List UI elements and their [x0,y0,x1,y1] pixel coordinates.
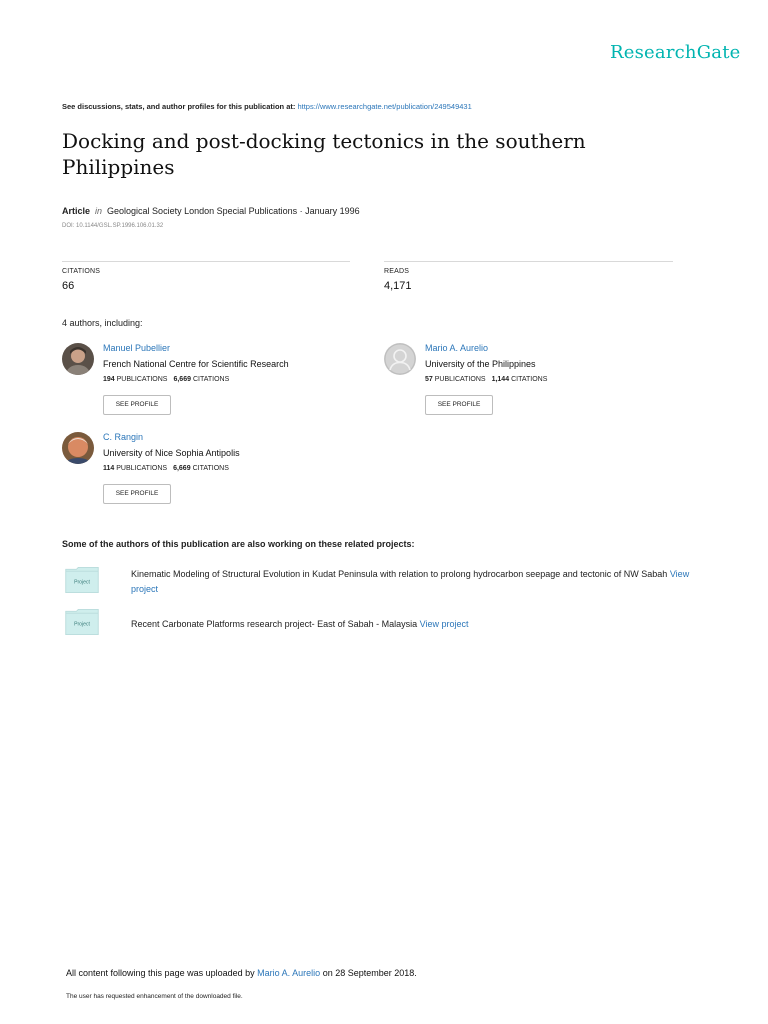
see-discussions-line [62,102,472,111]
view-project-link[interactable]: View project [419,619,469,629]
publication-count: 57 [425,376,433,383]
avatar[interactable] [62,432,94,464]
project-title: Kinematic Modeling of Structural Evolution in Kudat Peninsula with relation to prolong hydrocarbon seepage and tectonic of NW Sabah [131,569,668,579]
citation-count: 6,669 [173,376,191,383]
author-stats [425,376,547,383]
author-card [62,343,382,423]
author-name[interactable]: Manuel Pubellier [103,343,171,353]
reads-label: READS [384,268,410,275]
publication-title: Docking and post-docking tectonics in the southern Philippines [62,129,586,179]
project-icon-label: Project [74,621,90,628]
doi: DOI: 10.1144/GSL.SP.1996.106.01.32 [62,223,164,229]
author-institution: University of the Philippines [425,359,536,369]
citations-divider [62,261,350,262]
author-card [384,343,704,423]
citations-label: CITATIONS [192,465,229,472]
publication-count: 194 [103,376,115,383]
upload-note [66,968,417,978]
project-icon[interactable] [64,567,100,598]
journal-date: Geological Society London Special Publications · January 1996 [107,206,360,216]
authors-heading: 4 authors, including: [62,318,143,328]
avatar[interactable] [62,343,94,375]
see-profile-button[interactable]: SEE PROFILE [103,395,171,415]
citations-label: CITATIONS [511,376,548,383]
citation-count: 1,144 [491,376,510,383]
publication-url-link[interactable]: https://www.researchgate.net/publication/249549431 [297,102,472,111]
author-institution: French National Centre for Scientific Research [103,359,289,369]
researchgate-logo[interactable]: ResearchGate [610,42,741,63]
author-stats [103,376,229,383]
project-icon[interactable] [64,609,100,640]
upload-date: on 28 September 2018. [322,968,417,978]
project-icon-label: Project [74,579,90,586]
related-projects-heading: Some of the authors of this publication are also working on these related projects: [62,539,415,549]
reads-value: 4,171 [384,280,412,292]
see-profile-button[interactable]: SEE PROFILE [103,484,171,504]
author-card [62,432,382,512]
author-name[interactable]: C. Rangin [103,432,144,442]
publications-label: PUBLICATIONS [116,465,168,472]
author-stats [103,465,229,472]
in-word: in [95,206,103,216]
citations-label: CITATIONS [62,268,101,275]
author-institution: University of Nice Sophia Antipolis [103,448,240,458]
see-discussions-text: See discussions, stats, and author profiles for this publication at: [62,102,296,111]
enhancement-note: The user has requested enhancement of the downloaded file. [66,993,243,1000]
publications-label: PUBLICATIONS [434,376,486,383]
project-description [131,617,691,632]
uploader-link[interactable]: Mario A. Aurelio [257,968,321,978]
see-profile-button[interactable]: SEE PROFILE [425,395,493,415]
article-type: Article [62,206,91,216]
project-title: Recent Carbonate Platforms research project- East of Sabah - Malaysia [131,619,418,629]
publication-meta [62,206,360,216]
project-description [131,567,691,597]
default-avatar-icon[interactable] [384,343,416,375]
citations-label: CITATIONS [192,376,230,383]
reads-divider [384,261,673,262]
upload-prefix: All content following this page was uploaded by [66,968,255,978]
view-project-link[interactable]: View project [131,569,690,594]
author-name[interactable]: Mario A. Aurelio [425,343,489,353]
publication-count: 114 [103,465,115,472]
citations-value: 66 [62,280,75,292]
citation-count: 6,669 [173,465,191,472]
publications-label: PUBLICATIONS [116,376,168,383]
